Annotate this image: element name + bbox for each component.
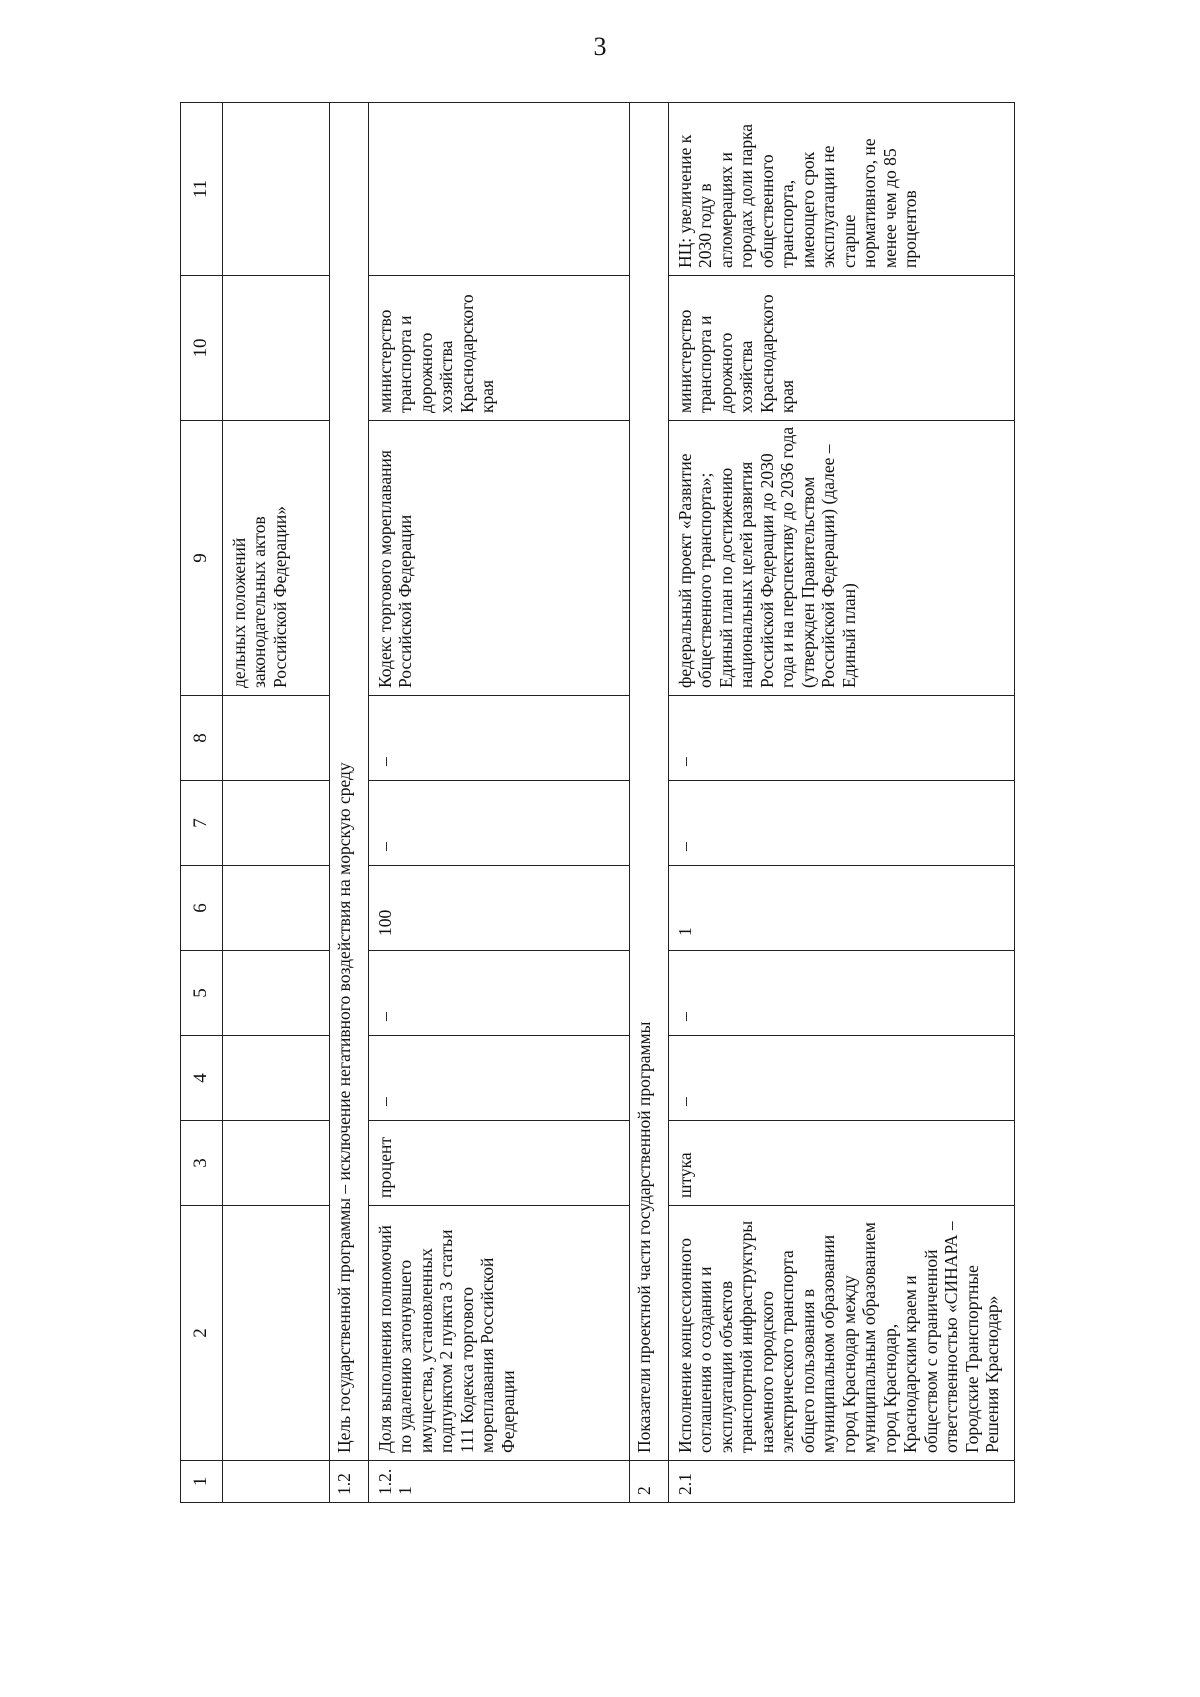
national-goal [369, 103, 630, 276]
column-numbers-row [181, 103, 223, 1503]
section-title: Показатели проектной части государственной программы [630, 103, 669, 1461]
value-col4: – [669, 1036, 1015, 1121]
national-goal: НЦ: увеличение к 2030 году в агломерациях и городах доли парка общественного транспорта, имеющего срок эксплуатации не старше нормативного, не менее чем до 85 процентов [669, 103, 1015, 276]
column-number: 11 [181, 103, 223, 276]
row-number: 2.1 [669, 1461, 1015, 1503]
cell [223, 696, 330, 781]
cell [223, 951, 330, 1036]
source-document: федеральный проект «Развитие общественного транспорта»; Единый план по достижению национальных целей развития Российской Федерации до 2030 года и на перспективу до 2036 года (утвержден Правительством Российской Федерации) (далее – Единый план) [669, 421, 1015, 696]
cell [223, 1461, 330, 1503]
column-number: 5 [181, 951, 223, 1036]
indicator-name: Доля выполнения полномочий по удалению затонувшего имущества, установленных подпунктом 2 пункта 3 статьи 111 Кодекса торгового мореплавания Российской Федерации [369, 1206, 630, 1461]
table-row [369, 103, 630, 1503]
section-title: Цель государственной программы – исключение негативного воздействия на морскую среду [330, 103, 369, 1461]
column-number: 9 [181, 421, 223, 696]
column-number: 4 [181, 1036, 223, 1121]
responsible-body: министерство транспорта и дорожного хозяйства Краснодарского края [669, 276, 1015, 421]
unit: штука [669, 1121, 1015, 1206]
page-number: 3 [593, 32, 607, 61]
column-number: 8 [181, 696, 223, 781]
value-col4: – [369, 1036, 630, 1121]
indicator-name: Исполнение концессионного соглашения о создании и эксплуатации объектов транспортной инфраструктуры наземного городского электрического транспорта общего пользования в муниципальном образовании город Краснодар между муниципальным образованием город Краснодар, Краснодарским краем и обществом с ограниченной ответственностью «СИНАРА – Городские Транспортные Решения Краснодар» [669, 1206, 1015, 1461]
cell [223, 103, 330, 276]
continuation-row [223, 103, 330, 1503]
continuation-source-cell: дельных положений законодательных актов Российской Федерации» [223, 421, 330, 696]
unit: процент [369, 1121, 630, 1206]
value-col7: – [369, 781, 630, 866]
section-number: 2 [630, 1461, 669, 1503]
column-number: 7 [181, 781, 223, 866]
value-col8: – [669, 696, 1015, 781]
cell [223, 781, 330, 866]
column-number: 1 [181, 1461, 223, 1503]
value-col8: – [369, 696, 630, 781]
cell [223, 1036, 330, 1121]
value-col5: – [669, 951, 1015, 1036]
value-col6: 100 [369, 866, 630, 951]
responsible-body: министерство транспорта и дорожного хозяйства Краснодарского края [369, 276, 630, 421]
section-row-2 [630, 103, 669, 1503]
column-number: 3 [181, 1121, 223, 1206]
indicators-table [180, 102, 1015, 1503]
rotated-table-wrapper [180, 103, 1060, 1503]
column-number: 2 [181, 1206, 223, 1461]
source-document: Кодекс торгового мореплавания Российской Федерации [369, 421, 630, 696]
cell [223, 866, 330, 951]
value-col7: – [669, 781, 1015, 866]
cell [223, 1121, 330, 1206]
cell [223, 1206, 330, 1461]
value-col6: 1 [669, 866, 1015, 951]
section-number: 1.2 [330, 1461, 369, 1503]
table-row [669, 103, 1015, 1503]
row-number: 1.2.1 [369, 1461, 630, 1503]
column-number: 10 [181, 276, 223, 421]
cell [223, 276, 330, 421]
column-number: 6 [181, 866, 223, 951]
section-row-1-2 [330, 103, 369, 1503]
value-col5: – [369, 951, 630, 1036]
